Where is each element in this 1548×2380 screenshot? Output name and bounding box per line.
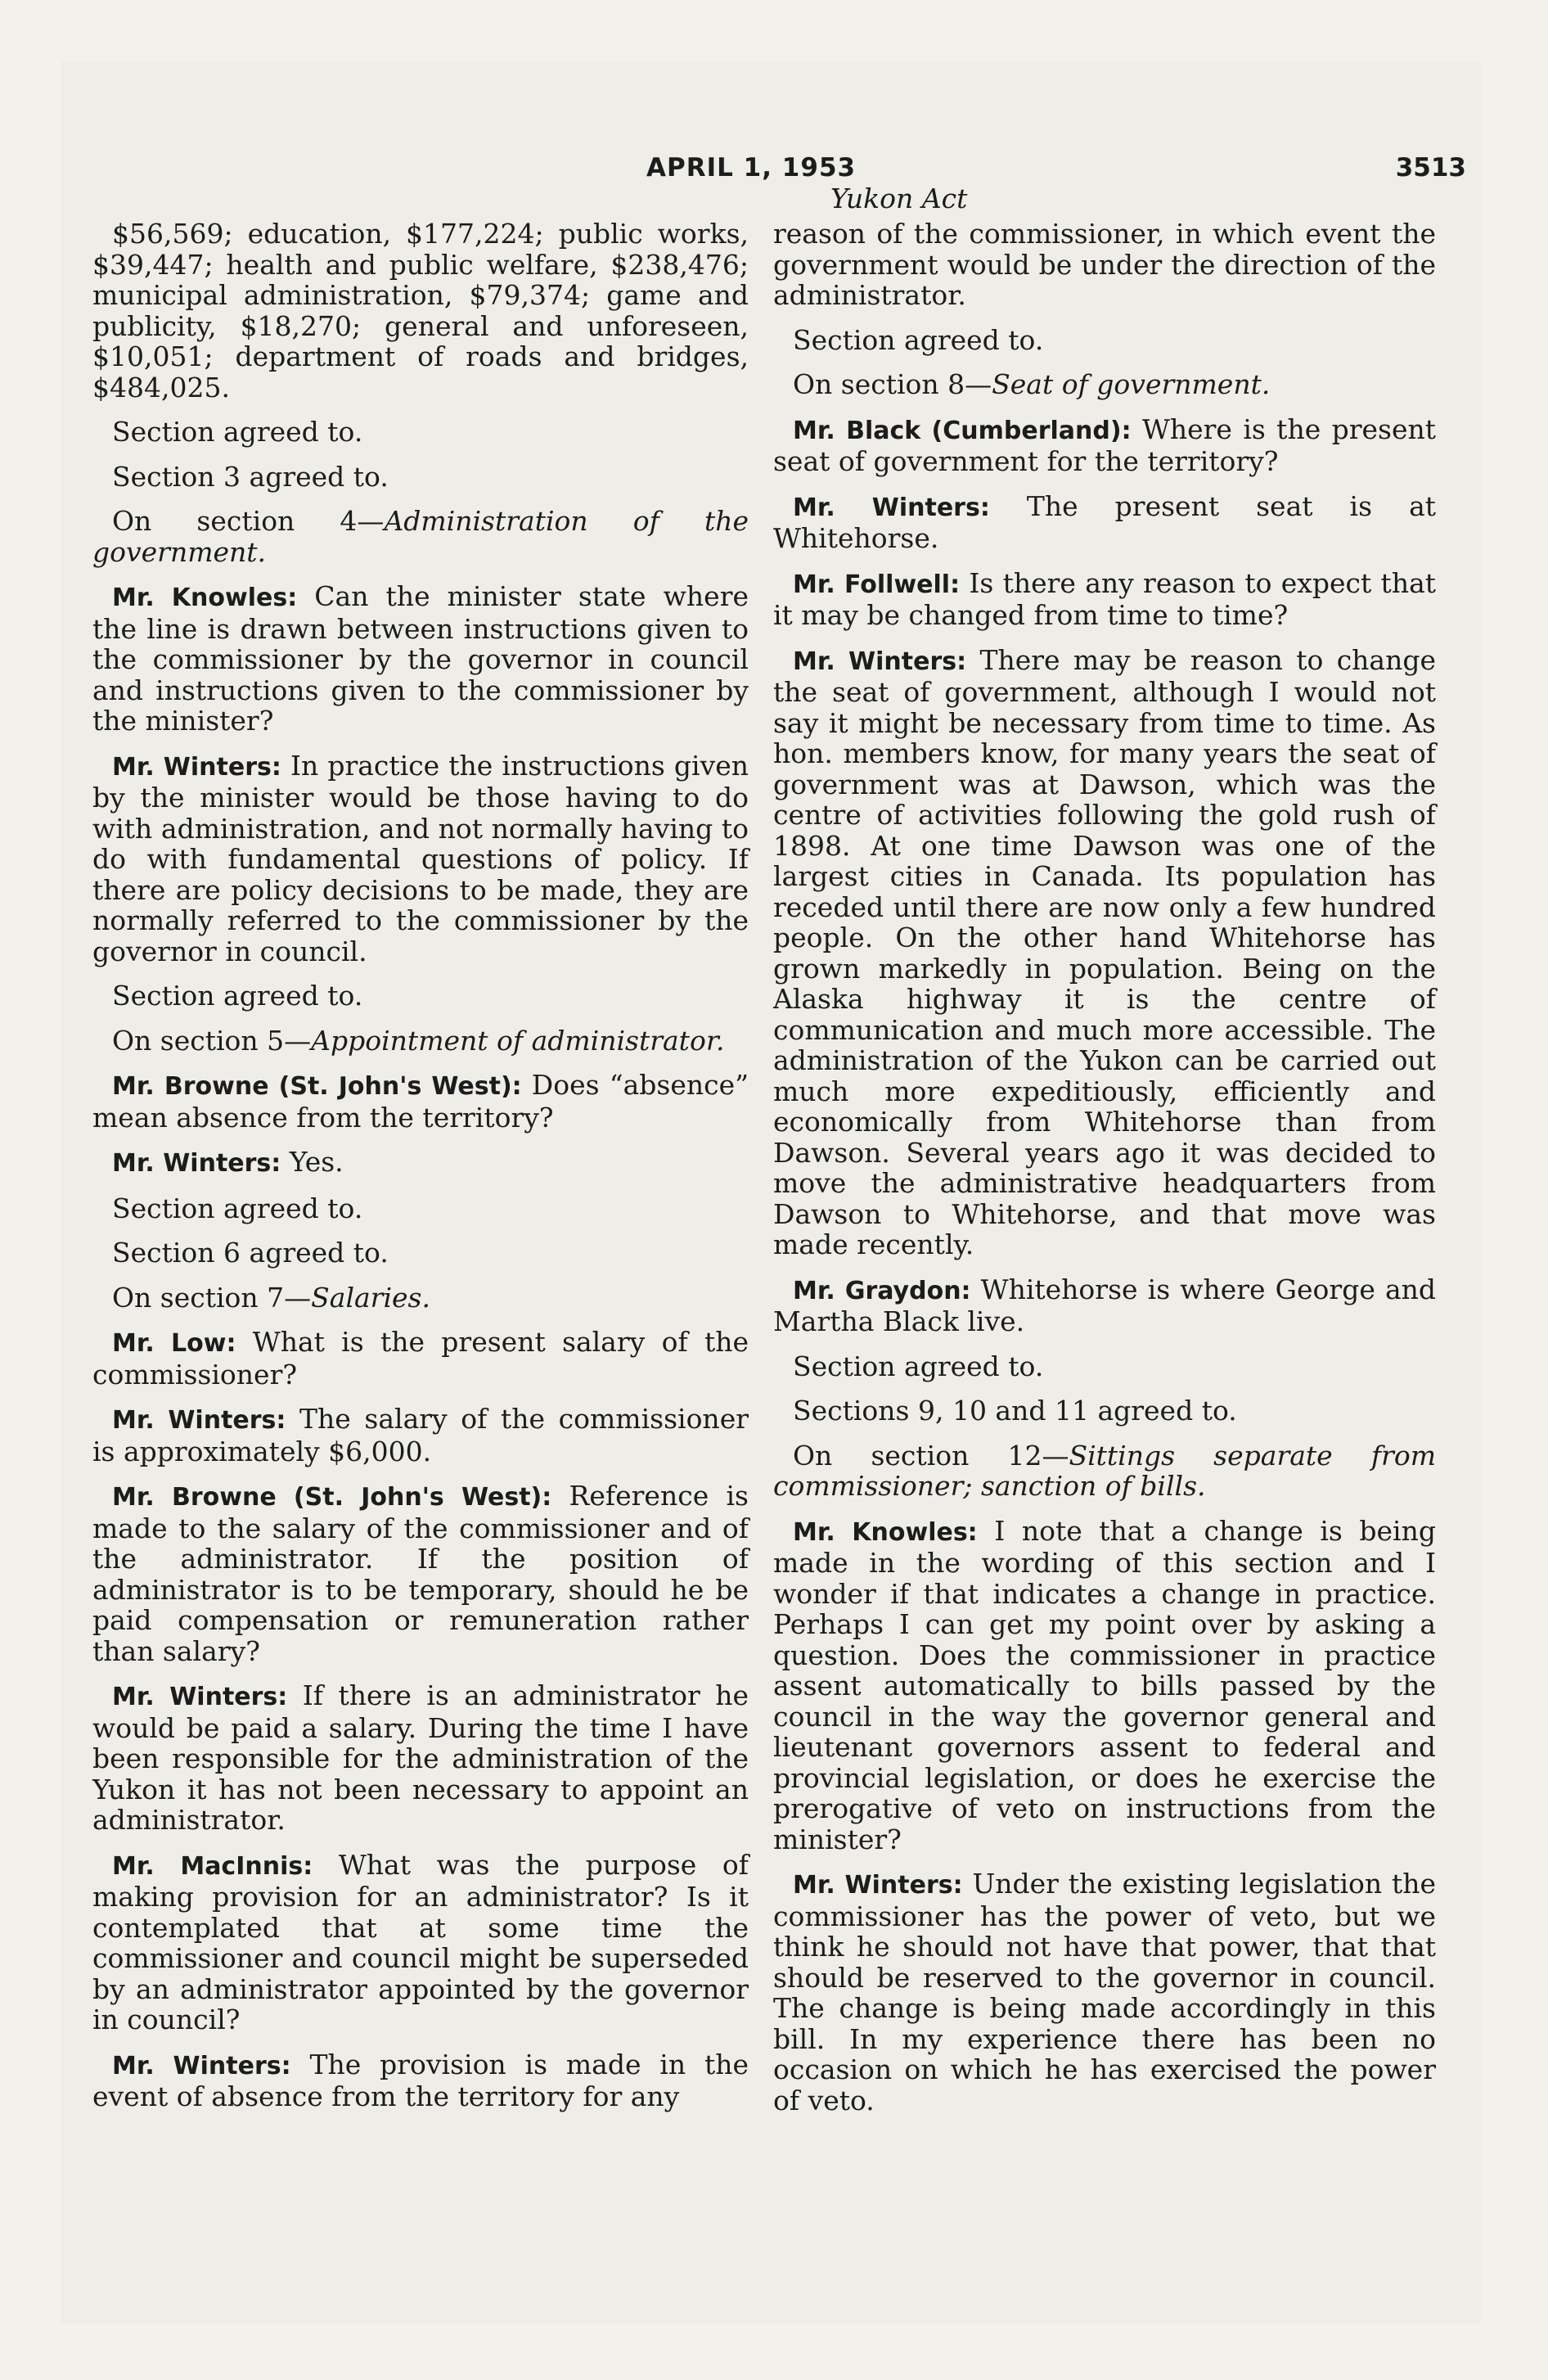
speaker: Mr. Winters:	[793, 493, 990, 522]
speaker: Mr. Knowles:	[793, 1517, 978, 1547]
speaker: Mr. Graydon:	[793, 1276, 971, 1305]
speech: Mr. Winters: Yes.	[112, 1146, 344, 1178]
section-heading: On section 7—Salaries.	[112, 1281, 430, 1314]
speaker: Mr. Browne (St. John's West):	[112, 1072, 522, 1101]
speaker: Mr. Black (Cumberland):	[793, 416, 1132, 445]
paragraph: Section 6 agreed to.	[112, 1237, 389, 1269]
speech: Mr. Low: What is the present salary of the commissioner?	[92, 1326, 749, 1391]
section-heading: On section 5—Appointment of administrator.	[112, 1024, 725, 1057]
header-date: APRIL 1, 1953	[646, 153, 857, 183]
right-column	[773, 219, 1436, 2130]
speech: Mr. Black (Cumberland): Where is the present seat of government for the territory?	[773, 412, 1437, 477]
paragraph: Section agreed to.	[112, 1192, 363, 1224]
speech: Mr. Browne (St. John's West): Does “absence” mean absence from the territory?	[92, 1069, 749, 1134]
speaker: Mr. Winters:	[112, 1406, 286, 1435]
section-heading: On section 4—Administration of the government.	[92, 505, 749, 568]
speaker: Mr. Winters:	[112, 2051, 291, 2080]
page-number: 3513	[1395, 153, 1466, 183]
speaker: Mr. Follwell:	[793, 570, 961, 599]
speech: Mr. Winters: Under the existing legislation the commissioner has the power of veto, but we think he should not have that power, that that should be reserved to the governor in council. The change is being made accordingly in this bill. In my experience there has been no occasion on which he has exercised the power of veto.	[773, 1868, 1437, 2116]
paragraph: $56,569; education, $177,224; public works, $39,447; health and public welfare, $238,476; municipal administration, $79,374; game and publicity, $18,270; general and unforeseen, $10,051; department of roads and bridges, $484,025.	[92, 218, 749, 403]
hansard-page	[61, 61, 1481, 2324]
speech: Mr. Knowles: Can the minister state where the line is drawn between instructions given to the commissioner by the governor in council and instructions given to the commissioner by the minister?	[92, 580, 749, 737]
speaker: Mr. Low:	[112, 1329, 236, 1358]
paragraph: Section agreed to.	[793, 323, 1044, 356]
speech: Mr. Winters: If there is an administrator he would be paid a salary. During the time I have been responsible for the administration of the Yukon it has not been necessary to appoint an administrator.	[92, 1679, 749, 1836]
speaker: Mr. Winters:	[793, 647, 967, 676]
section-heading: On section 8—Seat of government.	[793, 368, 1271, 400]
speaker: Mr. Knowles:	[112, 584, 298, 612]
speech: Mr. Winters: In practice the instructions given by the minister would be those having to do with administration, and not normally having to do with fundamental questions of policy. If there are policy decisions to be made, they are normally referred to the commissioner by the governor in council.	[92, 749, 749, 967]
speech: Mr. Knowles: I note that a change is being made in the wording of this section and I wonder if that indicates a change in practice. Perhaps I can get my point over by asking a question. Does the commissioner in practice assent automatically to bills passed by the council in the way the governor general and lieutenant governors assent to federal and provincial legislation, or does he exercise the prerogative of veto on instructions from the minister?	[773, 1514, 1436, 1855]
page-header	[61, 153, 1481, 194]
paragraph: Section agreed to.	[112, 416, 363, 448]
paragraph: Section agreed to.	[112, 980, 363, 1012]
left-column	[92, 219, 749, 2126]
speaker: Mr. Winters:	[112, 1683, 288, 1711]
speaker: Mr. MacInnis:	[112, 1851, 313, 1881]
speech: Mr. Winters: There may be reason to change the seat of government, although I would not say it might be necessary from time to time. As hon. members know, for many years the seat of government was at Dawson, which was the centre of activities following the gold rush of 1898. At one time Dawson was one of the largest cities in Canada. Its population has receded until there are now only a few hundred people. On the other hand Whitehorse has grown markedly in population. Being on the Alaska highway it is the centre of communication and much more accessible. The administration of the Yukon can be carried out much more expeditiously, efficiently and economically from Whitehorse than from Dawson. Several years ago it was decided to move the administrative headquarters from Dawson to Whitehorse, and that move was made recently.	[773, 643, 1437, 1260]
speech: Mr. Winters: The provision is made in the event of absence from the territory for any	[92, 2048, 749, 2112]
paragraph: Section 3 agreed to.	[112, 460, 389, 493]
paragraph: reason of the commissioner, in which event the government would be under the direction of the administrator.	[773, 218, 1436, 311]
speaker: Mr. Winters:	[793, 1871, 963, 1900]
speech: Mr. Browne (St. John's West): Reference is made to the salary of the commissioner and of the administrator. If the position of administrator is to be temporary, should he be paid compensation or remuneration rather than salary?	[92, 1480, 749, 1667]
speaker: Mr. Winters:	[112, 1149, 281, 1178]
speech: Mr. MacInnis: What was the purpose of making provision for an administrator? Is it contemplated that at some time the commissioner and council might be superseded by an administrator appointed by the governor in council?	[92, 1848, 749, 2035]
speaker: Mr. Browne (St. John's West):	[112, 1483, 552, 1512]
speaker: Mr. Winters:	[112, 752, 281, 782]
speech: Mr. Winters: The salary of the commissioner is approximately $6,000.	[92, 1403, 749, 1467]
speech: Mr. Winters: The present seat is at Whitehorse.	[773, 489, 1436, 554]
speech: Mr. Follwell: Is there any reason to expect that it may be changed from time to time?	[773, 566, 1437, 631]
section-heading: On section 12—Sittings separate from commissioner; sanction of bills.	[773, 1439, 1436, 1502]
speech: Mr. Graydon: Whitehorse is where George and Martha Black live.	[773, 1273, 1436, 1337]
paragraph: Section agreed to.	[793, 1350, 1044, 1382]
paragraph: Sections 9, 10 and 11 agreed to.	[793, 1395, 1237, 1427]
running-title: Yukon Act	[830, 183, 968, 214]
